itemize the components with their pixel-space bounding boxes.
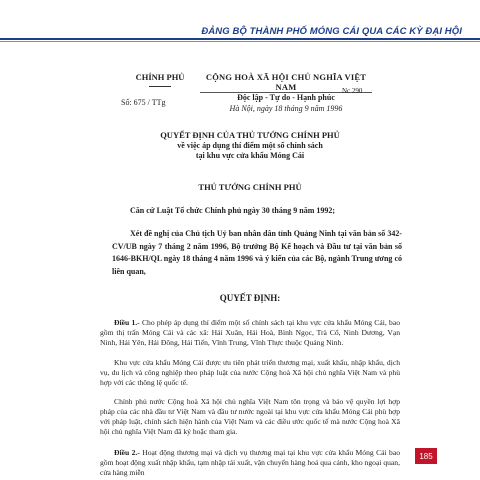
running-head: ĐẢNG BỘ THÀNH PHỐ MÓNG CÁI QUA CÁC KỲ ĐẠI HỘI xyxy=(201,26,462,37)
place-date: Hà Nội, ngày 18 tháng 9 năm 1996 xyxy=(229,104,343,113)
title-block xyxy=(110,130,390,160)
basis-2: Xét đề nghị của Chủ tịch Uỷ ban nhân dân tỉnh Quảng Ninh tại văn bản số 342-CV/UB ngày 7 tháng 2 năm 1996, Bộ trưởng Bộ Kế hoạch và Đầu tư tại văn bản số 1646-BKH/QL ngày 18 tháng 4 năm 1996 và ý kiến của các Bộ, ngành Trung ương có liên quan, xyxy=(112,229,402,276)
document-title: QUYẾT ĐỊNH CỦA THỦ TƯỚNG CHÍNH PHỦ xyxy=(160,130,340,140)
article-1-label: Điều 1.- xyxy=(114,318,140,327)
header-rule xyxy=(0,38,480,40)
article-2-text: Hoạt động thương mại và dịch vụ thương mại tại khu vực cửa khẩu Móng Cái bao gồm hoạt động xuất nhập khẩu, tạm nhập tái xuất, vận chuyển hàng hoá qua cảnh, kho ngoại quan, cửa hàng miễn xyxy=(100,448,401,477)
decision-heading: QUYẾT ĐỊNH: xyxy=(219,293,281,303)
header-rule-thin xyxy=(0,41,480,42)
basis-1: Căn cứ Luật Tổ chức Chính phủ ngày 30 tháng 9 năm 1992; xyxy=(130,206,336,215)
issuer-block xyxy=(125,72,195,87)
issuer-underline xyxy=(149,86,171,87)
document-subtitle-2: tại khu vực cửa khẩu Móng Cái xyxy=(195,151,305,160)
page-number: 185 xyxy=(415,448,437,464)
motto: Độc lập - Tự do - Hạnh phúc xyxy=(237,93,335,102)
article-1 xyxy=(100,318,400,348)
nation-title: CỘNG HOÀ XÃ HỘI CHỦ NGHĨA VIỆT NAM xyxy=(205,72,367,92)
issuer: CHÍNH PHỦ xyxy=(135,72,185,82)
article-2-label: Điều 2.- xyxy=(114,448,140,457)
official-title: THỦ TƯỚNG CHÍNH PHỦ xyxy=(198,182,302,192)
nc-stamp: Nc 290 xyxy=(342,87,363,95)
paragraph-2: Khu vực cửa khẩu Móng Cái được ưu tiên phát triển thương mại, xuất khẩu, nhập khẩu, dịch vụ, du lịch và công nghiệp theo pháp luật của nước Cộng hoà Xã hội chủ nghĩa Việt Nam và phù hợp với các thông lệ quốc tế. xyxy=(100,358,400,387)
article-2 xyxy=(100,448,400,478)
document-subtitle-1: về việc áp dụng thí điểm một số chính sách xyxy=(177,141,323,150)
paragraph-3: Chính phủ nước Cộng hoà Xã hội chủ nghĩa Việt Nam tôn trọng và bảo vệ quyền lợi hợp pháp của các nhà đầu tư Việt Nam và đầu tư nước ngoài tại khu vực cửa khẩu Móng Cái phù hợp với pháp luật, chính sách hiện hành của Việt Nam và các điều ước quốc tế mà nước Cộng hoà Xã hội chủ nghĩa Việt Nam đã ký hoặc tham gia. xyxy=(100,397,400,436)
document-number: Số: 675 / TTg xyxy=(121,98,166,107)
article-1-text: Cho phép áp dụng thí điểm một số chính sách tại khu vực cửa khẩu Móng Cái, bao gồm thị trấn Móng Cái và các xã: Hải Xuân, Hải Hoà, Bình Ngọc, Trà Cổ, Ninh Dương, Vạn Ninh, Hải Yên, Hải Đông, Hải Tiến, Vĩnh Trung, Vĩnh Thực thuộc Quảng Ninh. xyxy=(100,318,400,347)
